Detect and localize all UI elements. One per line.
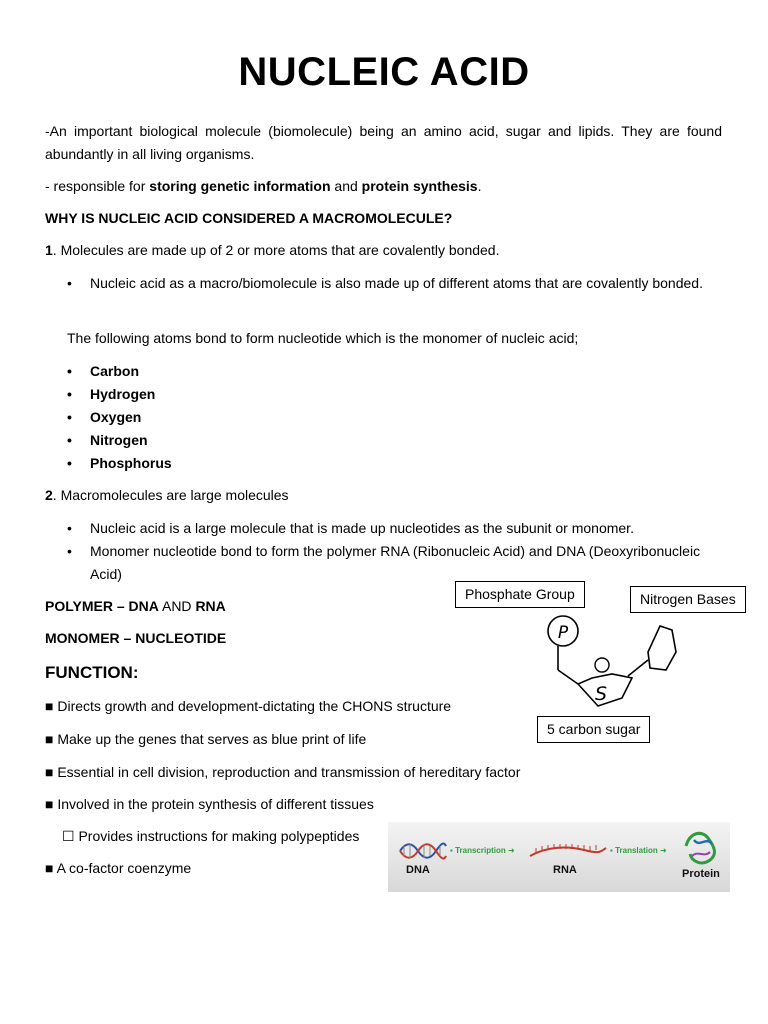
translation-label: ▪ Translation ➜ (610, 846, 667, 855)
phosphate-symbol: P (557, 623, 569, 643)
central-dogma-image (388, 822, 730, 892)
nitrogen-bases-label: Nitrogen Bases (630, 586, 746, 613)
intro-responsibility: - responsible for storing genetic information and protein synthesis. (45, 178, 482, 194)
list-item: • Nucleic acid as a macro/biomolecule is also made up of different atoms that are covalently bonded. (90, 272, 722, 295)
sugar-symbol: S (594, 683, 608, 705)
atom-item: • Phosphorus (90, 452, 172, 475)
dna-helix-icon (398, 840, 448, 862)
atom-item: • Carbon (90, 360, 172, 383)
nucleotide-lead: The following atoms bond to form nucleotide which is the monomer of nucleic acid; (67, 330, 579, 346)
function-subitem: ☐ Provides instructions for making polypeptides (62, 828, 360, 844)
point-2: 2. Macromolecules are large molecules (45, 487, 289, 503)
transcription-label: ▪ Transcription ➜ (450, 846, 515, 855)
why-heading: WHY IS NUCLEIC ACID CONSIDERED A MACROMOLECULE? (45, 210, 453, 226)
sugar-label: 5 carbon sugar (537, 716, 650, 743)
function-item: ■ A co-factor coenzyme (45, 860, 192, 876)
point-2-bullets (90, 517, 730, 586)
function-heading: FUNCTION: (45, 663, 139, 682)
rna-caption: RNA (553, 864, 577, 876)
protein-caption: Protein (682, 868, 720, 880)
point-1: 1. Molecules are made up of 2 or more atoms that are covalently bonded. (45, 242, 500, 258)
intro-paragraph: -An important biological molecule (biomolecule) being an amino acid, sugar and lipids. They are found abundantly in all living organisms. (45, 123, 722, 162)
atom-item: • Hydrogen (90, 383, 172, 406)
point-1-bullets (90, 272, 722, 295)
list-item: • Nucleic acid is a large molecule that is made up nucleotides as the subunit or monomer. (90, 517, 730, 540)
list-item: • Monomer nucleotide bond to form the polymer RNA (Ribonucleic Acid) and DNA (Deoxyribonucleic Acid) (90, 540, 730, 586)
monomer-line: MONOMER – NUCLEOTIDE (45, 630, 227, 646)
function-item: ■ Directs growth and development-dictating the CHONS structure (45, 698, 452, 714)
page-title: NUCLEIC ACID (238, 50, 530, 94)
function-item: ■ Essential in cell division, reproduction and transmission of hereditary factor (45, 764, 521, 780)
atom-item: • Oxygen (90, 406, 172, 429)
nitrogen-base-hexagon (648, 626, 676, 670)
phosphate-group-label: Phosphate Group (455, 581, 585, 608)
polymer-line: POLYMER – DNA AND RNA (45, 598, 226, 614)
protein-structure-icon (680, 826, 722, 866)
rna-strand-icon (528, 842, 608, 864)
function-item: ■ Involved in the protein synthesis of different tissues (45, 796, 374, 812)
nucleotide-sketch (540, 612, 690, 720)
atom-list (90, 360, 172, 475)
dna-caption: DNA (406, 864, 430, 876)
atom-item: • Nitrogen (90, 429, 172, 452)
function-item: ■ Make up the genes that serves as blue print of life (45, 731, 367, 747)
